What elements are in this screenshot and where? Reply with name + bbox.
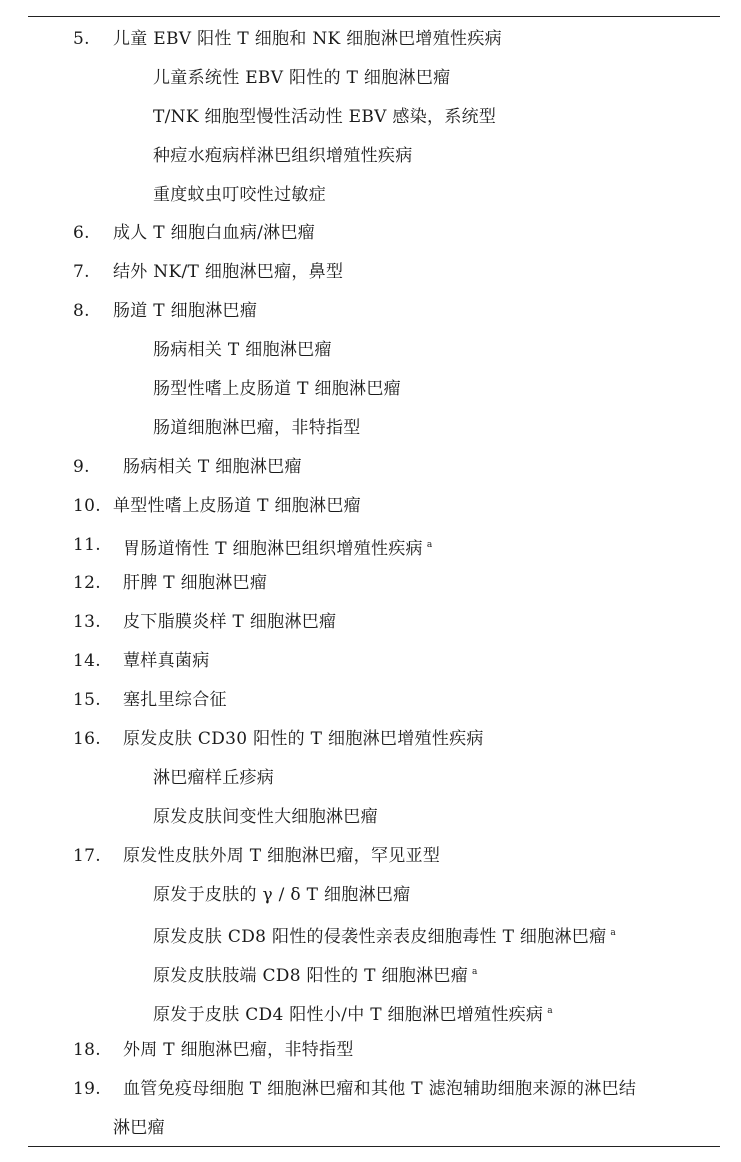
list-subitem [0, 331, 741, 370]
subitem-text: 重度蚊虫叮咬性过敏症 [153, 184, 326, 205]
lymphoma-classification-list [0, 20, 741, 1148]
list-item-continuation [0, 1109, 741, 1148]
subitem-text [153, 953, 478, 996]
item-text: 单型性嗜上皮肠道 T 细胞淋巴瘤 [113, 495, 361, 516]
item-text: 原发性皮肤外周 T 细胞淋巴瘤，罕见亚型 [123, 845, 441, 866]
list-item [0, 214, 741, 253]
item-number: 16. [73, 729, 101, 750]
item-text: 蕈样真菌病 [123, 651, 210, 672]
list-subitem [0, 759, 741, 798]
item-number: 17. [73, 845, 101, 866]
item-number: 5. [73, 29, 90, 49]
item-number: 6. [73, 223, 90, 244]
footnote-marker: a [610, 928, 617, 939]
footnote-marker: a [472, 967, 478, 978]
footnote-marker: a [426, 539, 433, 550]
list-item [0, 564, 741, 603]
item-number: 19. [73, 1079, 101, 1100]
list-item [0, 20, 741, 59]
item-number: 9. [73, 456, 90, 477]
list-subitem [0, 876, 741, 915]
subitem-text-body: 原发皮肤肢端 CD8 阳性的 T 细胞淋巴瘤 [153, 966, 469, 987]
list-item [0, 1031, 741, 1070]
subitem-text [153, 992, 553, 1035]
list-item [0, 681, 741, 720]
subitem-text: 肠病相关 T 细胞淋巴瘤 [153, 340, 332, 361]
subitem-text: 种痘水疱病样淋巴组织增殖性疾病 [153, 145, 413, 166]
subitem-text: 肠道细胞淋巴瘤，非特指型 [153, 417, 361, 438]
list-subitem [0, 98, 741, 137]
subitem-text: 儿童系统性 EBV 阳性的 T 细胞淋巴瘤 [153, 67, 451, 88]
item-text: 外周 T 细胞淋巴瘤，非特指型 [123, 1040, 354, 1061]
item-text: 肝脾 T 细胞淋巴瘤 [123, 573, 268, 594]
item-number: 10. [73, 495, 101, 516]
list-subitem [0, 953, 741, 992]
subitem-text: 原发皮肤间变性大细胞淋巴瘤 [153, 806, 378, 827]
list-item [0, 526, 741, 565]
item-text: 结外 NK/T 细胞淋巴瘤，鼻型 [113, 262, 344, 283]
item-number: 15. [73, 690, 101, 711]
item-text: 肠病相关 T 细胞淋巴瘤 [123, 456, 302, 477]
item-text: 肠道 T 细胞淋巴瘤 [113, 301, 258, 322]
list-subitem [0, 176, 741, 215]
item-number: 14. [73, 651, 101, 672]
subitem-text [153, 914, 616, 957]
list-item [0, 253, 741, 292]
list-subitem [0, 914, 741, 953]
list-subitem [0, 370, 741, 409]
item-number: 13. [73, 612, 101, 633]
item-text: 皮下脂膜炎样 T 细胞淋巴瘤 [123, 612, 337, 633]
list-subitem [0, 798, 741, 837]
item-text: 原发皮肤 CD30 阳性的 T 细胞淋巴增殖性疾病 [123, 729, 484, 750]
subitem-text-body: 原发于皮肤 CD4 阳性小/中 T 细胞淋巴增殖性疾病 [153, 1005, 544, 1026]
footnote-marker: a [547, 1006, 553, 1017]
list-item [0, 1070, 741, 1109]
bottom-rule [28, 1146, 720, 1147]
list-item [0, 603, 741, 642]
item-number: 8. [73, 301, 90, 322]
item-text-body: 胃肠道惰性 T 细胞淋巴组织增殖性疾病 [123, 538, 423, 559]
subitem-text: 原发于皮肤的 γ / δ T 细胞淋巴瘤 [153, 884, 411, 905]
item-text-continuation: 淋巴瘤 [113, 1117, 165, 1138]
subitem-text-body: 原发皮肤 CD8 阳性的侵袭性亲表皮细胞毒性 T 细胞淋巴瘤 [153, 927, 607, 948]
list-subitem [0, 992, 741, 1031]
list-item [0, 837, 741, 876]
subitem-text: T/NK 细胞型慢性活动性 EBV 感染，系统型 [153, 106, 497, 127]
item-text: 血管免疫母细胞 T 细胞淋巴瘤和其他 T 滤泡辅助细胞来源的淋巴结 [123, 1079, 637, 1100]
subitem-text: 肠型性嗜上皮肠道 T 细胞淋巴瘤 [153, 379, 401, 400]
item-text: 塞扎里综合征 [123, 690, 227, 711]
item-text [123, 526, 433, 569]
top-rule [28, 16, 720, 17]
list-item [0, 448, 741, 487]
subitem-text: 淋巴瘤样丘疹病 [153, 767, 275, 788]
list-subitem [0, 59, 741, 98]
item-text: 儿童 EBV 阳性 T 细胞和 NK 细胞淋巴增殖性疾病 [113, 29, 502, 49]
item-number: 18. [73, 1040, 101, 1061]
item-text: 成人 T 细胞白血病/淋巴瘤 [113, 223, 316, 244]
list-item [0, 642, 741, 681]
item-number: 12. [73, 573, 101, 594]
list-item [0, 487, 741, 526]
list-subitem [0, 409, 741, 448]
list-item [0, 292, 741, 331]
item-number: 7. [73, 262, 90, 283]
list-item [0, 720, 741, 759]
list-subitem [0, 137, 741, 176]
item-number: 11. [73, 534, 101, 555]
